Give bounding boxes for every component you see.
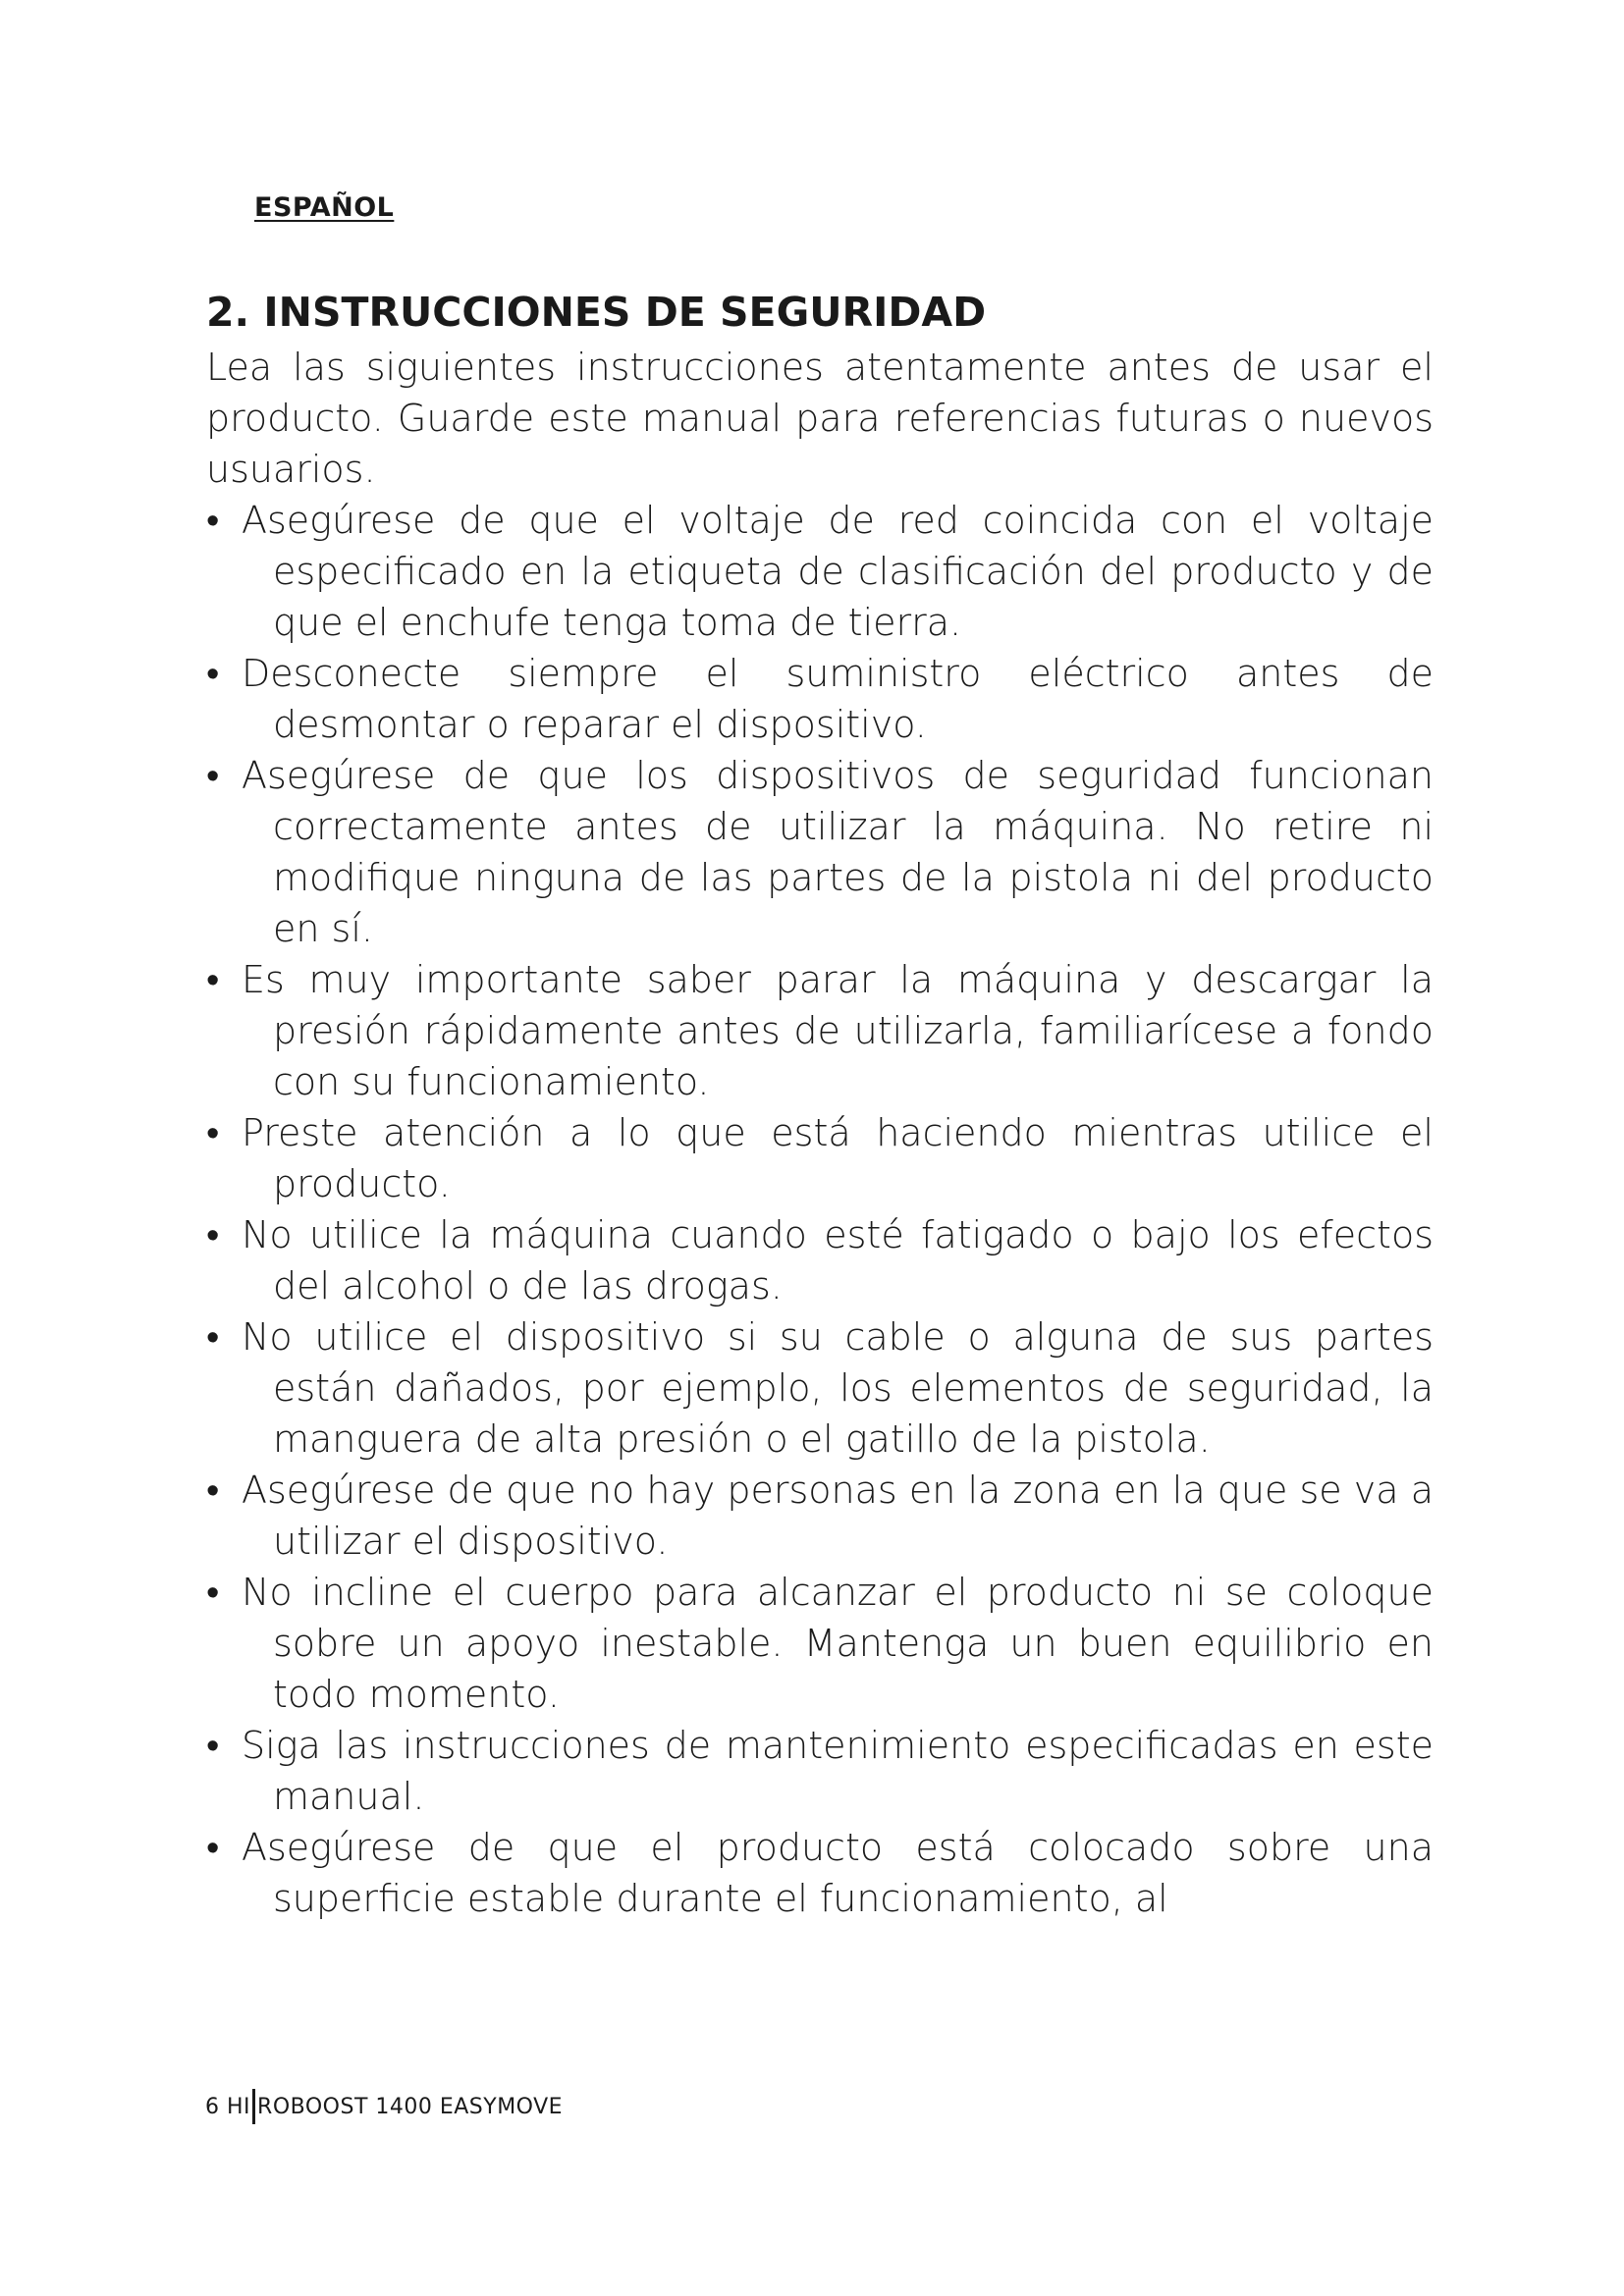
list-item-text: Asegúrese de que los dispositivos de seguridad funcionan correctamente antes de utilizar la máquina. No retire ni modifique ninguna de las partes de la pistola ni del producto en sí. [242, 754, 1434, 950]
bullet-icon: • [206, 1571, 220, 1614]
page-footer [205, 2089, 563, 2124]
bullet-icon: • [206, 1213, 220, 1256]
footer-space [220, 2095, 228, 2119]
bullet-icon: • [206, 958, 220, 1001]
list-item-text: No utilice el dispositivo si su cable o alguna de sus partes están dañados, por ejemplo, los elementos de seguridad, la manguera de alta presión o el gatillo de la pistola. [242, 1315, 1434, 1461]
list-item [206, 1720, 1434, 1822]
list-item [206, 1209, 1434, 1311]
bullet-icon: • [206, 499, 220, 542]
bullet-icon: • [206, 1468, 220, 1512]
list-item-text: Preste atención a lo que está haciendo mientras utilice el producto. [242, 1111, 1434, 1205]
list-item-text: No utilice la máquina cuando esté fatigado o bajo los efectos del alcohol o de las drogas. [242, 1213, 1434, 1308]
page-number: 6 [205, 2094, 220, 2119]
list-item [206, 750, 1434, 954]
brand-right: ROBOOST 1400 EASYMOVE [257, 2094, 564, 2119]
list-item-text: Asegúrese de que el voltaje de red coincida con el voltaje especificado en la etiqueta de clasificación del producto y de que el enchufe tenga toma de tierra. [242, 499, 1434, 644]
list-item-text: Es muy importante saber parar la máquina y descargar la presión rápidamente antes de utilizarla, familiarícese a fondo con su funcionamiento. [242, 958, 1434, 1103]
list-item-text: Siga las instrucciones de mantenimiento especificadas en este manual. [242, 1724, 1434, 1818]
list-item-text: Desconecte siempre el suministro eléctrico antes de desmontar o reparar el dispositivo. [242, 652, 1434, 746]
list-item [206, 1311, 1434, 1465]
language-label: ESPAÑOL [254, 192, 395, 223]
list-item [206, 495, 1434, 648]
list-item-text: No incline el cuerpo para alcanzar el producto ni se coloque sobre un apoyo inestable. Mantenga un buen equilibrio en todo momento. [242, 1571, 1434, 1716]
bullet-icon: • [206, 754, 220, 797]
bullet-icon: • [206, 652, 220, 695]
list-item [206, 1107, 1434, 1209]
bullet-icon: • [206, 1315, 220, 1359]
brand-separator-icon [252, 2089, 255, 2124]
list-item [206, 954, 1434, 1107]
intro-paragraph: Lea las siguientes instrucciones atentamente antes de usar el producto. Guarde este manual para referencias futuras o nuevos usuarios. [206, 346, 1434, 491]
list-item-text: Asegúrese de que no hay personas en la zona en la que se va a utilizar el dispositivo. [242, 1468, 1434, 1563]
safety-instructions-section [206, 285, 1434, 1924]
safety-rules-list [206, 495, 1434, 1924]
bullet-icon: • [206, 1724, 220, 1767]
list-item-text: Asegúrese de que el producto está colocado sobre una superficie estable durante el funcionamiento, al [242, 1826, 1434, 1920]
brand-left: HI [227, 2094, 251, 2119]
list-item [206, 1465, 1434, 1567]
list-item [206, 648, 1434, 750]
list-item [206, 1567, 1434, 1720]
section-title: 2. INSTRUCCIONES DE SEGURIDAD [206, 289, 987, 336]
list-item [206, 1822, 1434, 1924]
bullet-icon: • [206, 1826, 220, 1869]
bullet-icon: • [206, 1111, 220, 1154]
